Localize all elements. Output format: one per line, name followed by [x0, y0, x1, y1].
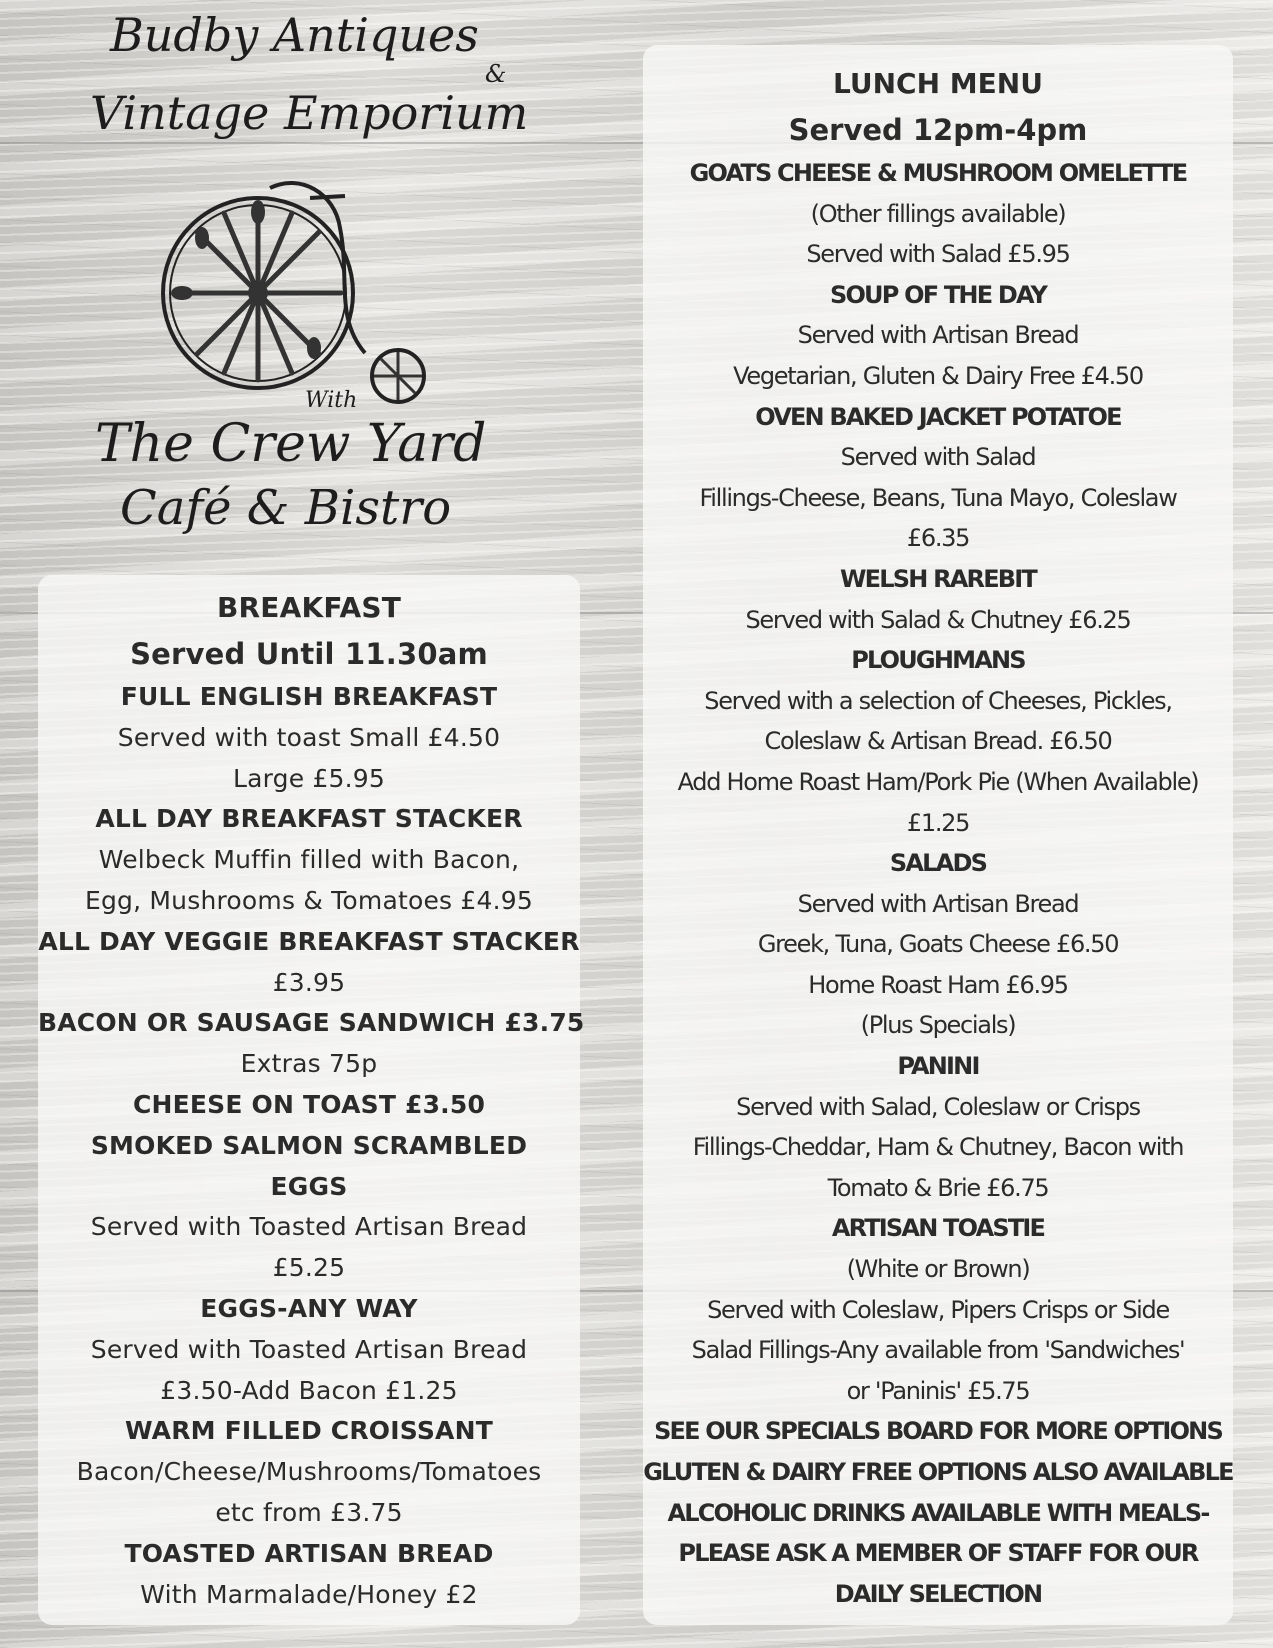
lunch-subtitle: Served 12pm-4pm — [788, 113, 1088, 147]
menu-item-detail: Bacon/Cheese/Mushrooms/Tomatoes — [76, 1457, 542, 1487]
menu-item-detail: Egg, Mushrooms & Tomatoes £4.95 — [84, 885, 533, 915]
menu-item-detail: Served with Salad & Chutney £6.25 — [745, 605, 1131, 634]
brand-line-1: Budby Antiques — [110, 8, 479, 62]
menu-item-detail: £3.50-Add Bacon £1.25 — [160, 1375, 458, 1405]
menu-item-heading: PLOUGHMANS — [851, 646, 1025, 675]
menu-item-detail: Large £5.95 — [232, 763, 386, 793]
menu-item-heading: SMOKED SALMON SCRAMBLED — [90, 1130, 528, 1160]
menu-item-heading: CHEESE ON TOAST £3.50 — [132, 1089, 486, 1119]
menu-item-detail: Greek, Tuna, Goats Cheese £6.50 — [757, 930, 1119, 959]
breakfast-title: BREAKFAST — [216, 591, 402, 624]
menu-item-detail: Served with Artisan Bread — [797, 889, 1079, 918]
menu-item-detail: Fillings-Cheddar, Ham & Chutney, Bacon with — [692, 1133, 1184, 1162]
menu-item-detail: Served with Artisan Bread — [797, 321, 1079, 350]
lunch-title: LUNCH MENU — [833, 67, 1043, 100]
menu-item-heading: GLUTEN & DAIRY FREE OPTIONS ALSO AVAILABLE — [643, 1458, 1233, 1486]
menu-item-detail: Extras 75p — [240, 1049, 378, 1079]
menu-item-heading: WELSH RAREBIT — [839, 564, 1036, 593]
menu-item-detail: Add Home Roast Ham/Pork Pie (When Available) — [677, 767, 1199, 796]
cafe-line-2: Café & Bistro — [120, 480, 452, 536]
menu-item-detail: Served with Coleslaw, Pipers Crisps or Side — [707, 1295, 1169, 1324]
menu-item-detail: £6.35 — [906, 524, 970, 553]
menu-item-detail: Tomato & Brie £6.75 — [827, 1173, 1049, 1202]
menu-item-heading: ALCOHOLIC DRINKS AVAILABLE WITH MEALS- — [667, 1498, 1209, 1527]
menu-item-heading: BACON OR SAUSAGE SANDWICH £3.75 — [38, 1008, 585, 1038]
menu-item-heading: SEE OUR SPECIALS BOARD FOR MORE OPTIONS — [654, 1417, 1222, 1446]
breakfast-subtitle: Served Until 11.30am — [130, 637, 488, 671]
menu-item-detail: With Marmalade/Honey £2 — [140, 1579, 478, 1609]
menu-item-detail: Coleslaw & Artisan Bread. £6.50 — [764, 727, 1112, 756]
menu-item-heading: SALADS — [889, 849, 987, 878]
breakfast-panel — [38, 575, 585, 1625]
menu-item-detail: Salad Fillings-Any available from 'Sandwiches' — [691, 1336, 1185, 1365]
menu-item-detail: or 'Paninis' £5.75 — [846, 1376, 1030, 1405]
menu-item-detail: £1.25 — [906, 808, 970, 837]
lunch-items — [643, 153, 1233, 1614]
menu-item-detail: Fillings-Cheese, Beans, Tuna Mayo, Coleslaw — [699, 483, 1177, 512]
breakfast-items — [38, 677, 585, 1615]
menu-item-detail: Vegetarian, Gluten & Dairy Free £4.50 — [733, 361, 1143, 390]
menu-item-heading: DAILY SELECTION — [834, 1579, 1042, 1608]
menu-item-detail: Served with Salad £5.95 — [806, 240, 1070, 269]
menu-item-heading: ARTISAN TOASTIE — [831, 1214, 1045, 1243]
menu-item-heading: EGGS — [270, 1171, 348, 1201]
menu-item-heading: GOATS CHEESE & MUSHROOM OMELETTE — [689, 159, 1187, 187]
menu-item-detail: Served with Toasted Artisan Bread — [90, 1334, 528, 1364]
menu-item-heading: OVEN BAKED JACKET POTATOE — [755, 402, 1121, 431]
penny-farthing-cutlery-icon — [160, 168, 440, 418]
menu-item-heading: WARM FILLED CROISSANT — [125, 1416, 493, 1446]
menu-item-detail: etc from £3.75 — [215, 1497, 403, 1527]
menu-item-detail: (Other fillings available) — [810, 199, 1066, 228]
menu-item-detail: (White or Brown) — [846, 1255, 1030, 1284]
menu-item-heading: ALL DAY VEGGIE BREAKFAST STACKER — [38, 926, 580, 956]
cafe-line-1: The Crew Yard — [95, 414, 487, 474]
menu-item-detail: Home Roast Ham £6.95 — [808, 970, 1068, 999]
lunch-panel — [643, 45, 1233, 1625]
menu-item-detail: £5.25 — [272, 1253, 346, 1283]
menu-item-detail: Served with Salad, Coleslaw or Crisps — [736, 1092, 1140, 1121]
menu-item-heading: ALL DAY BREAKFAST STACKER — [95, 804, 523, 834]
menu-item-heading: PANINI — [897, 1052, 979, 1081]
menu-item-heading: TOASTED ARTISAN BREAD — [124, 1538, 494, 1568]
menu-item-detail: Welbeck Muffin filled with Bacon, — [98, 845, 520, 875]
brand-ampersand: & — [485, 60, 507, 88]
brand-with: With — [305, 388, 358, 413]
menu-item-heading: FULL ENGLISH BREAKFAST — [120, 682, 498, 711]
brand-line-2: Vintage Emporium — [90, 86, 529, 140]
menu-item-heading: SOUP OF THE DAY — [829, 280, 1047, 309]
menu-item-detail: Served with Toasted Artisan Bread — [90, 1212, 528, 1242]
menu-item-heading: EGGS-ANY WAY — [200, 1293, 418, 1323]
menu-item-heading: PLEASE ASK A MEMBER OF STAFF FOR OUR — [678, 1539, 1198, 1568]
menu-item-detail: Served with Salad — [840, 443, 1036, 472]
menu-item-detail: Served with a selection of Cheeses, Pickles, — [704, 686, 1172, 715]
brand-logo — [80, 8, 540, 568]
menu-item-detail: £3.95 — [272, 967, 346, 997]
menu-item-detail: Served with toast Small £4.50 — [117, 722, 501, 752]
menu-item-detail: (Plus Specials) — [860, 1011, 1016, 1040]
